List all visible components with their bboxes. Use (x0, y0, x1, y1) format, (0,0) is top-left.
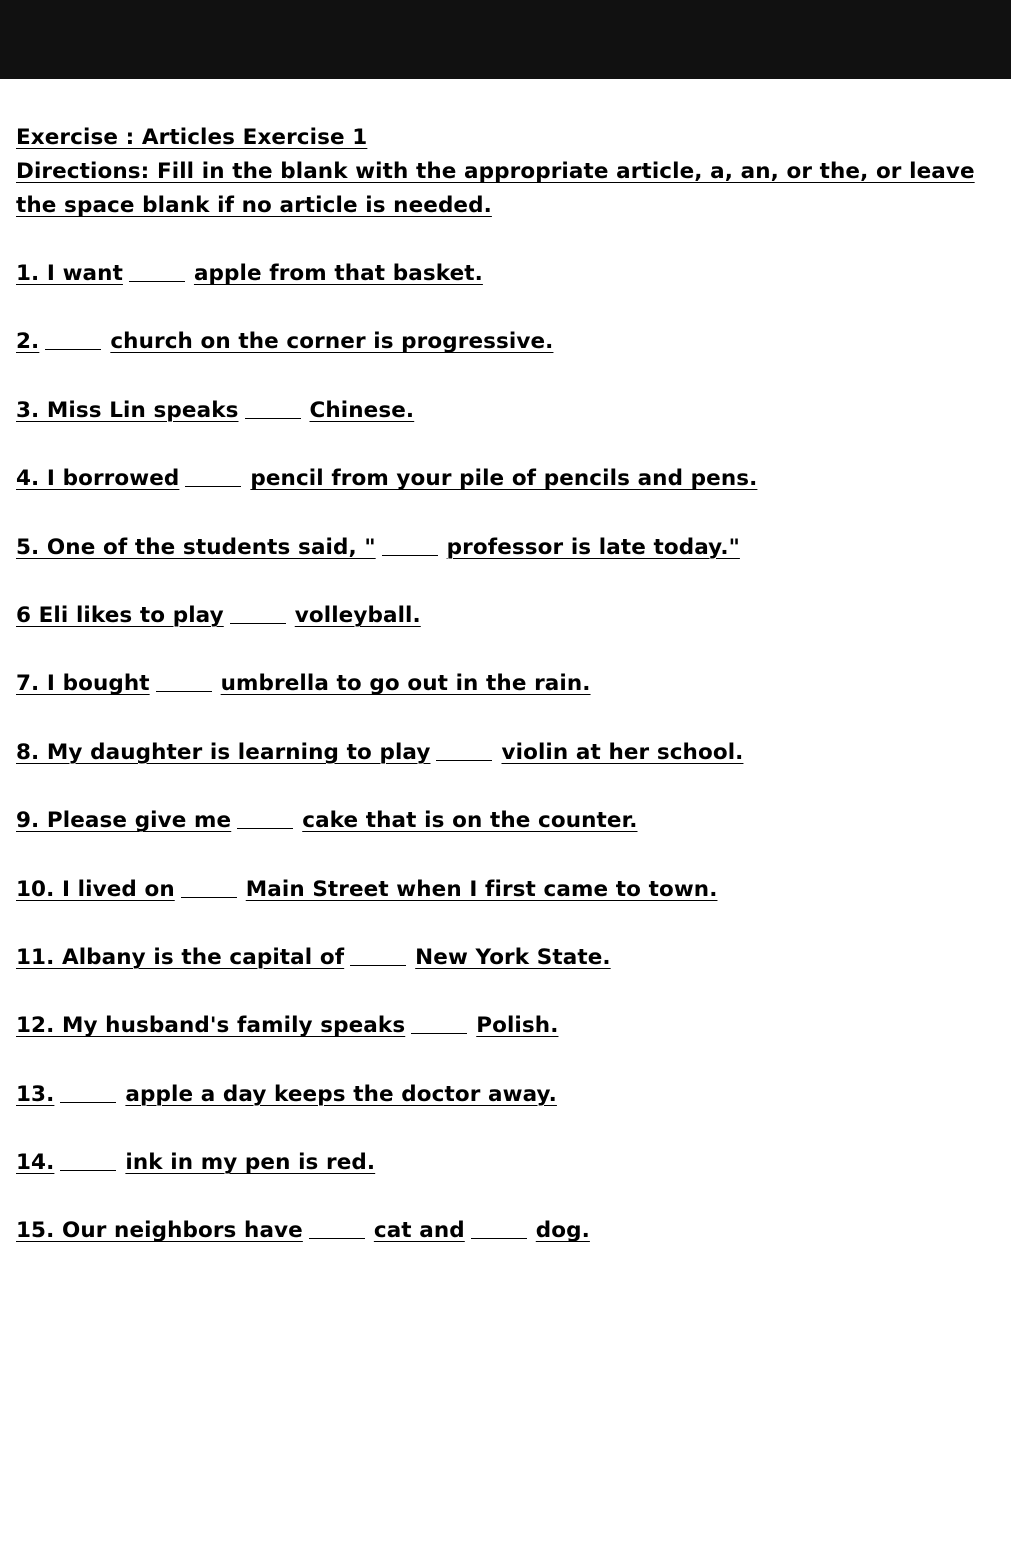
answer-blank[interactable] (471, 1214, 527, 1239)
worksheet (16, 121, 991, 1248)
question-text-before: 7. I bought (16, 671, 150, 697)
question-text-after: ink in my pen is red. (125, 1150, 376, 1176)
question-text-after: Polish. (476, 1013, 559, 1039)
question-text-after: violin at her school. (501, 739, 744, 765)
question-sentence (16, 736, 743, 770)
question-row (16, 1214, 991, 1248)
question-text-middle: cat and (373, 1218, 465, 1244)
question-text-after: professor is late today." (446, 534, 740, 560)
question-row (16, 1009, 991, 1043)
question-sentence (16, 257, 483, 291)
question-row (16, 667, 991, 701)
question-text-after: dog. (535, 1218, 590, 1244)
question-row (16, 804, 991, 838)
question-list (16, 257, 991, 1248)
question-text-after: cake that is on the counter. (302, 808, 638, 834)
question-text-after: Main Street when I first came to town. (245, 876, 718, 902)
question-text-after: apple from that basket. (193, 261, 483, 286)
answer-blank[interactable] (382, 531, 438, 556)
question-text-after: apple a day keeps the doctor away. (125, 1081, 557, 1107)
question-text-after: volleyball. (294, 602, 421, 628)
answer-blank[interactable] (60, 1078, 116, 1103)
question-text-after: New York State. (415, 944, 611, 970)
answer-blank[interactable] (156, 667, 212, 692)
question-row (16, 462, 991, 496)
answer-blank[interactable] (436, 736, 492, 761)
question-text-before: 14. (16, 1150, 55, 1176)
question-text-before: 3. Miss Lin speaks (16, 397, 239, 423)
question-row (16, 873, 991, 907)
answer-blank[interactable] (350, 941, 406, 966)
question-text-before: 5. One of the students said, " (16, 534, 376, 560)
question-sentence (16, 804, 638, 838)
directions-text: Directions: Fill in the blank with the appropriate article, a, an, or the, or leave the space blank if no article is needed. (16, 159, 975, 218)
question-row (16, 599, 991, 633)
question-text-after: church on the corner is progressive. (110, 329, 554, 355)
exercise-title: Exercise : Articles Exercise 1 (16, 125, 368, 150)
answer-blank[interactable] (237, 804, 293, 829)
question-row (16, 941, 991, 975)
question-row (16, 257, 991, 291)
question-text-before: 10. I lived on (16, 876, 175, 902)
question-row (16, 394, 991, 428)
top-black-bar (0, 0, 1011, 79)
answer-blank[interactable] (411, 1009, 467, 1034)
question-sentence (16, 531, 740, 565)
question-sentence (16, 1078, 557, 1112)
question-sentence (16, 325, 553, 359)
question-sentence (16, 873, 717, 907)
question-text-before: 9. Please give me (16, 808, 232, 834)
question-row (16, 1078, 991, 1112)
question-sentence (16, 667, 591, 701)
question-text-before: 13. (16, 1081, 55, 1107)
answer-blank[interactable] (45, 325, 101, 350)
question-row (16, 736, 991, 770)
answer-blank[interactable] (230, 599, 286, 624)
question-text-before: 2. (16, 329, 40, 355)
question-row (16, 1146, 991, 1180)
question-row (16, 531, 991, 565)
question-text-before: 15. Our neighbors have (16, 1218, 303, 1244)
question-sentence (16, 1009, 558, 1043)
question-row (16, 325, 991, 359)
answer-blank[interactable] (245, 394, 301, 419)
question-sentence (16, 462, 757, 496)
question-text-before: 8. My daughter is learning to play (16, 739, 431, 765)
question-sentence (16, 599, 421, 633)
question-text-after: pencil from your pile of pencils and pens. (250, 466, 758, 492)
answer-blank[interactable] (309, 1214, 365, 1239)
question-text-after: Chinese. (309, 397, 415, 423)
exercise-title-row (16, 121, 991, 155)
question-text-before: 4. I borrowed (16, 466, 180, 492)
question-sentence (16, 941, 611, 975)
answer-blank[interactable] (181, 873, 237, 898)
question-text-before: 1. I want (16, 261, 123, 286)
answer-blank[interactable] (185, 462, 241, 487)
question-sentence (16, 1214, 590, 1248)
question-sentence (16, 394, 414, 428)
question-sentence (16, 1146, 375, 1180)
answer-blank[interactable] (129, 257, 185, 282)
question-text-before: 11. Albany is the capital of (16, 944, 345, 970)
question-text-before: 12. My husband's family speaks (16, 1013, 406, 1039)
question-text-before: 6 Eli likes to play (16, 602, 224, 628)
answer-blank[interactable] (60, 1146, 116, 1171)
question-text-after: umbrella to go out in the rain. (220, 671, 591, 697)
